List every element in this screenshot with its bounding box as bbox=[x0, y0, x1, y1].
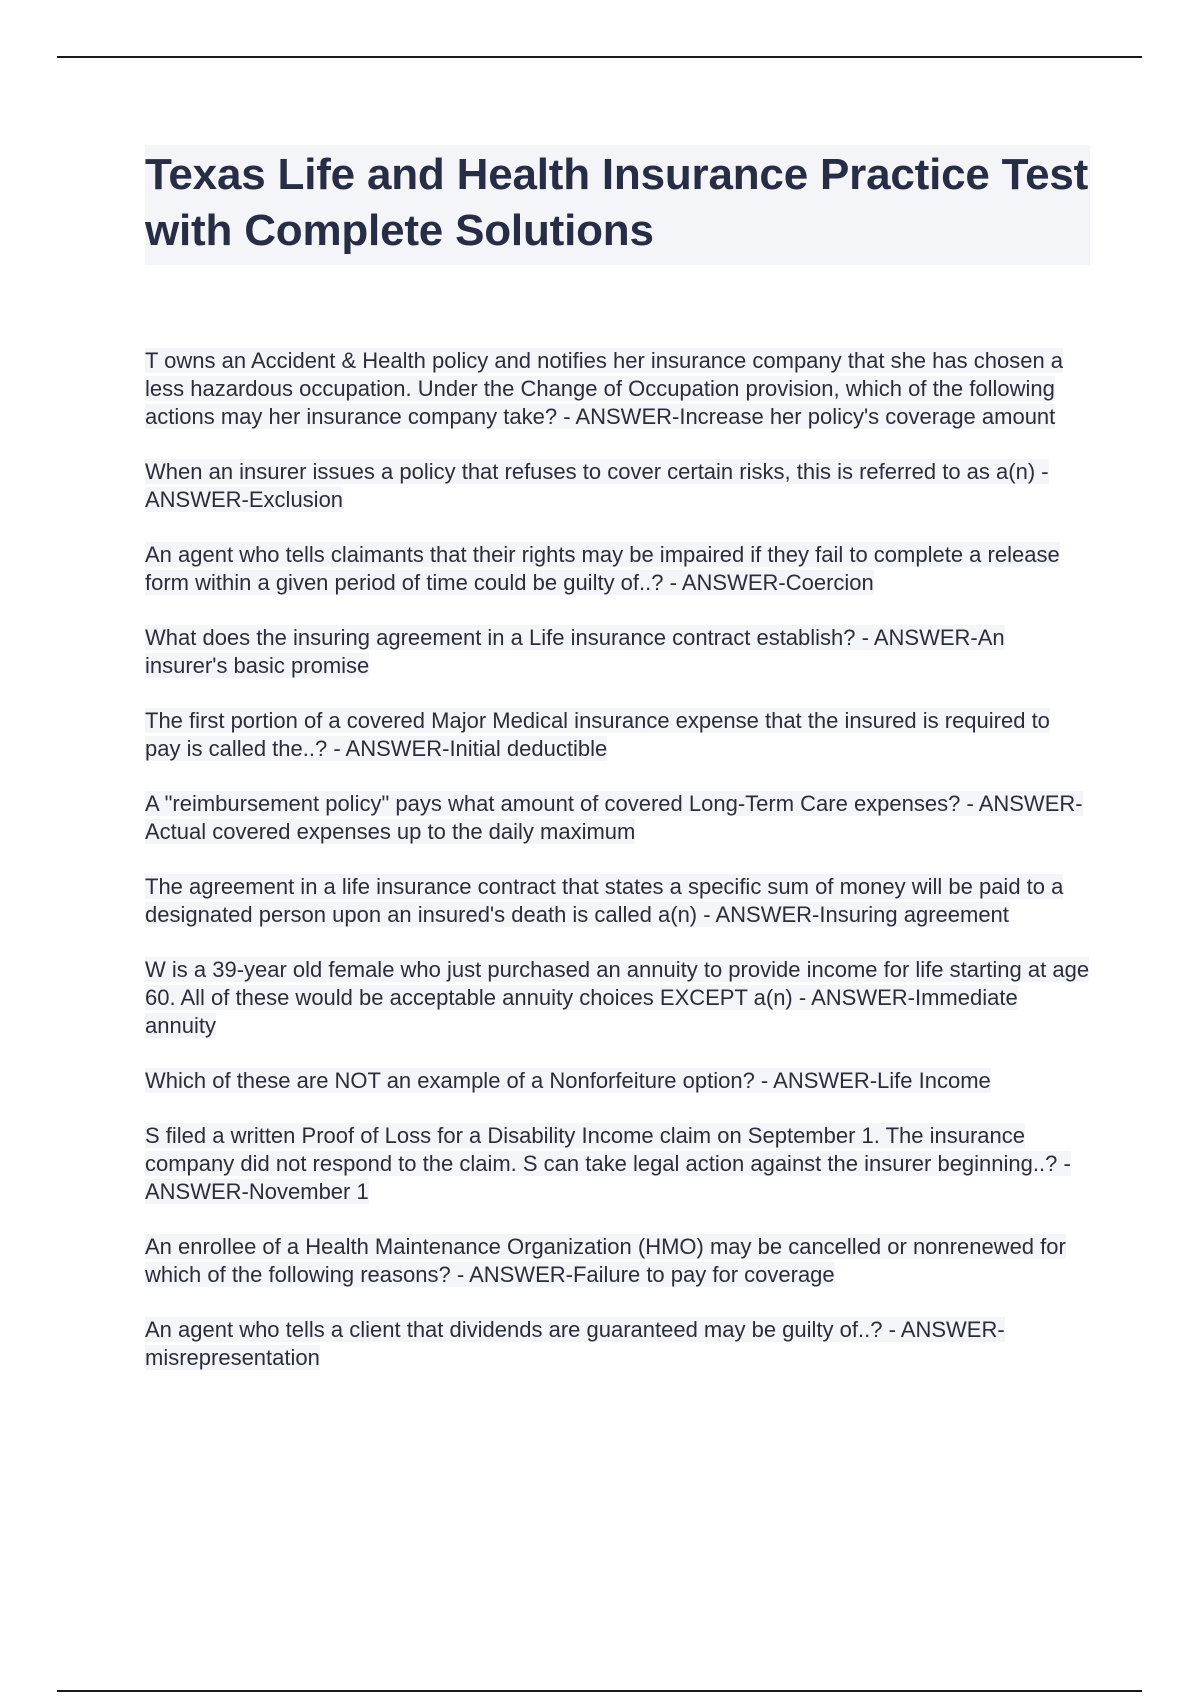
qa-text: When an insurer issues a policy that refuses to cover certain risks, this is referred to as a(n) - ANSWER-Exclusion bbox=[145, 459, 1049, 512]
qa-item bbox=[145, 1122, 1090, 1206]
qa-text: An enrollee of a Health Maintenance Organization (HMO) may be cancelled or nonrenewed for which of the following reasons? - ANSWER-Failure to pay for coverage bbox=[145, 1234, 1066, 1287]
qa-text: What does the insuring agreement in a Life insurance contract establish? - ANSWER-An insurer's basic promise bbox=[145, 625, 1005, 678]
qa-item bbox=[145, 790, 1090, 846]
qa-item bbox=[145, 707, 1090, 763]
qa-item bbox=[145, 347, 1090, 431]
qa-item bbox=[145, 458, 1090, 514]
qa-item bbox=[145, 1233, 1090, 1289]
qa-text: A "reimbursement policy" pays what amount of covered Long-Term Care expenses? - ANSWER-Actual covered expenses up to the daily maximum bbox=[145, 791, 1083, 844]
qa-item bbox=[145, 624, 1090, 680]
qa-text: The agreement in a life insurance contract that states a specific sum of money will be paid to a designated person upon an insured's death is called a(n) - ANSWER-Insuring agreement bbox=[145, 874, 1064, 927]
qa-text: An agent who tells a client that dividends are guaranteed may be guilty of..? - ANSWER-misrepresentation bbox=[145, 1317, 1005, 1370]
qa-text: W is a 39-year old female who just purchased an annuity to provide income for life starting at age 60. All of these would be acceptable annuity choices EXCEPT a(n) - ANSWER-Immediate annuity bbox=[145, 957, 1090, 1038]
document-title: Texas Life and Health Insurance Practice Test with Complete Solutions bbox=[145, 145, 1090, 265]
qa-text: An agent who tells claimants that their rights may be impaired if they fail to complete a release form within a given period of time could be guilty of..? - ANSWER-Coercion bbox=[145, 542, 1060, 595]
qa-item bbox=[145, 1067, 1090, 1095]
qa-text: T owns an Accident & Health policy and notifies her insurance company that she has chosen a less hazardous occupation. Under the Change of Occupation provision, which of the following actions may her insurance company take? - ANSWER-Increase her policy's coverage amount bbox=[145, 348, 1064, 429]
qa-list bbox=[145, 347, 1090, 1372]
qa-item bbox=[145, 541, 1090, 597]
qa-item bbox=[145, 956, 1090, 1040]
qa-text: S filed a written Proof of Loss for a Disability Income claim on September 1. The insurance company did not respond to the claim. S can take legal action against the insurer beginning..? - ANSWER-November 1 bbox=[145, 1123, 1071, 1204]
bottom-divider bbox=[57, 1690, 1142, 1692]
document-body bbox=[145, 145, 1090, 1399]
qa-item bbox=[145, 873, 1090, 929]
top-divider bbox=[57, 56, 1142, 58]
qa-text: Which of these are NOT an example of a Nonforfeiture option? - ANSWER-Life Income bbox=[145, 1068, 991, 1093]
qa-text: The first portion of a covered Major Medical insurance expense that the insured is required to pay is called the..? - ANSWER-Initial deductible bbox=[145, 708, 1050, 761]
qa-item bbox=[145, 1316, 1090, 1372]
